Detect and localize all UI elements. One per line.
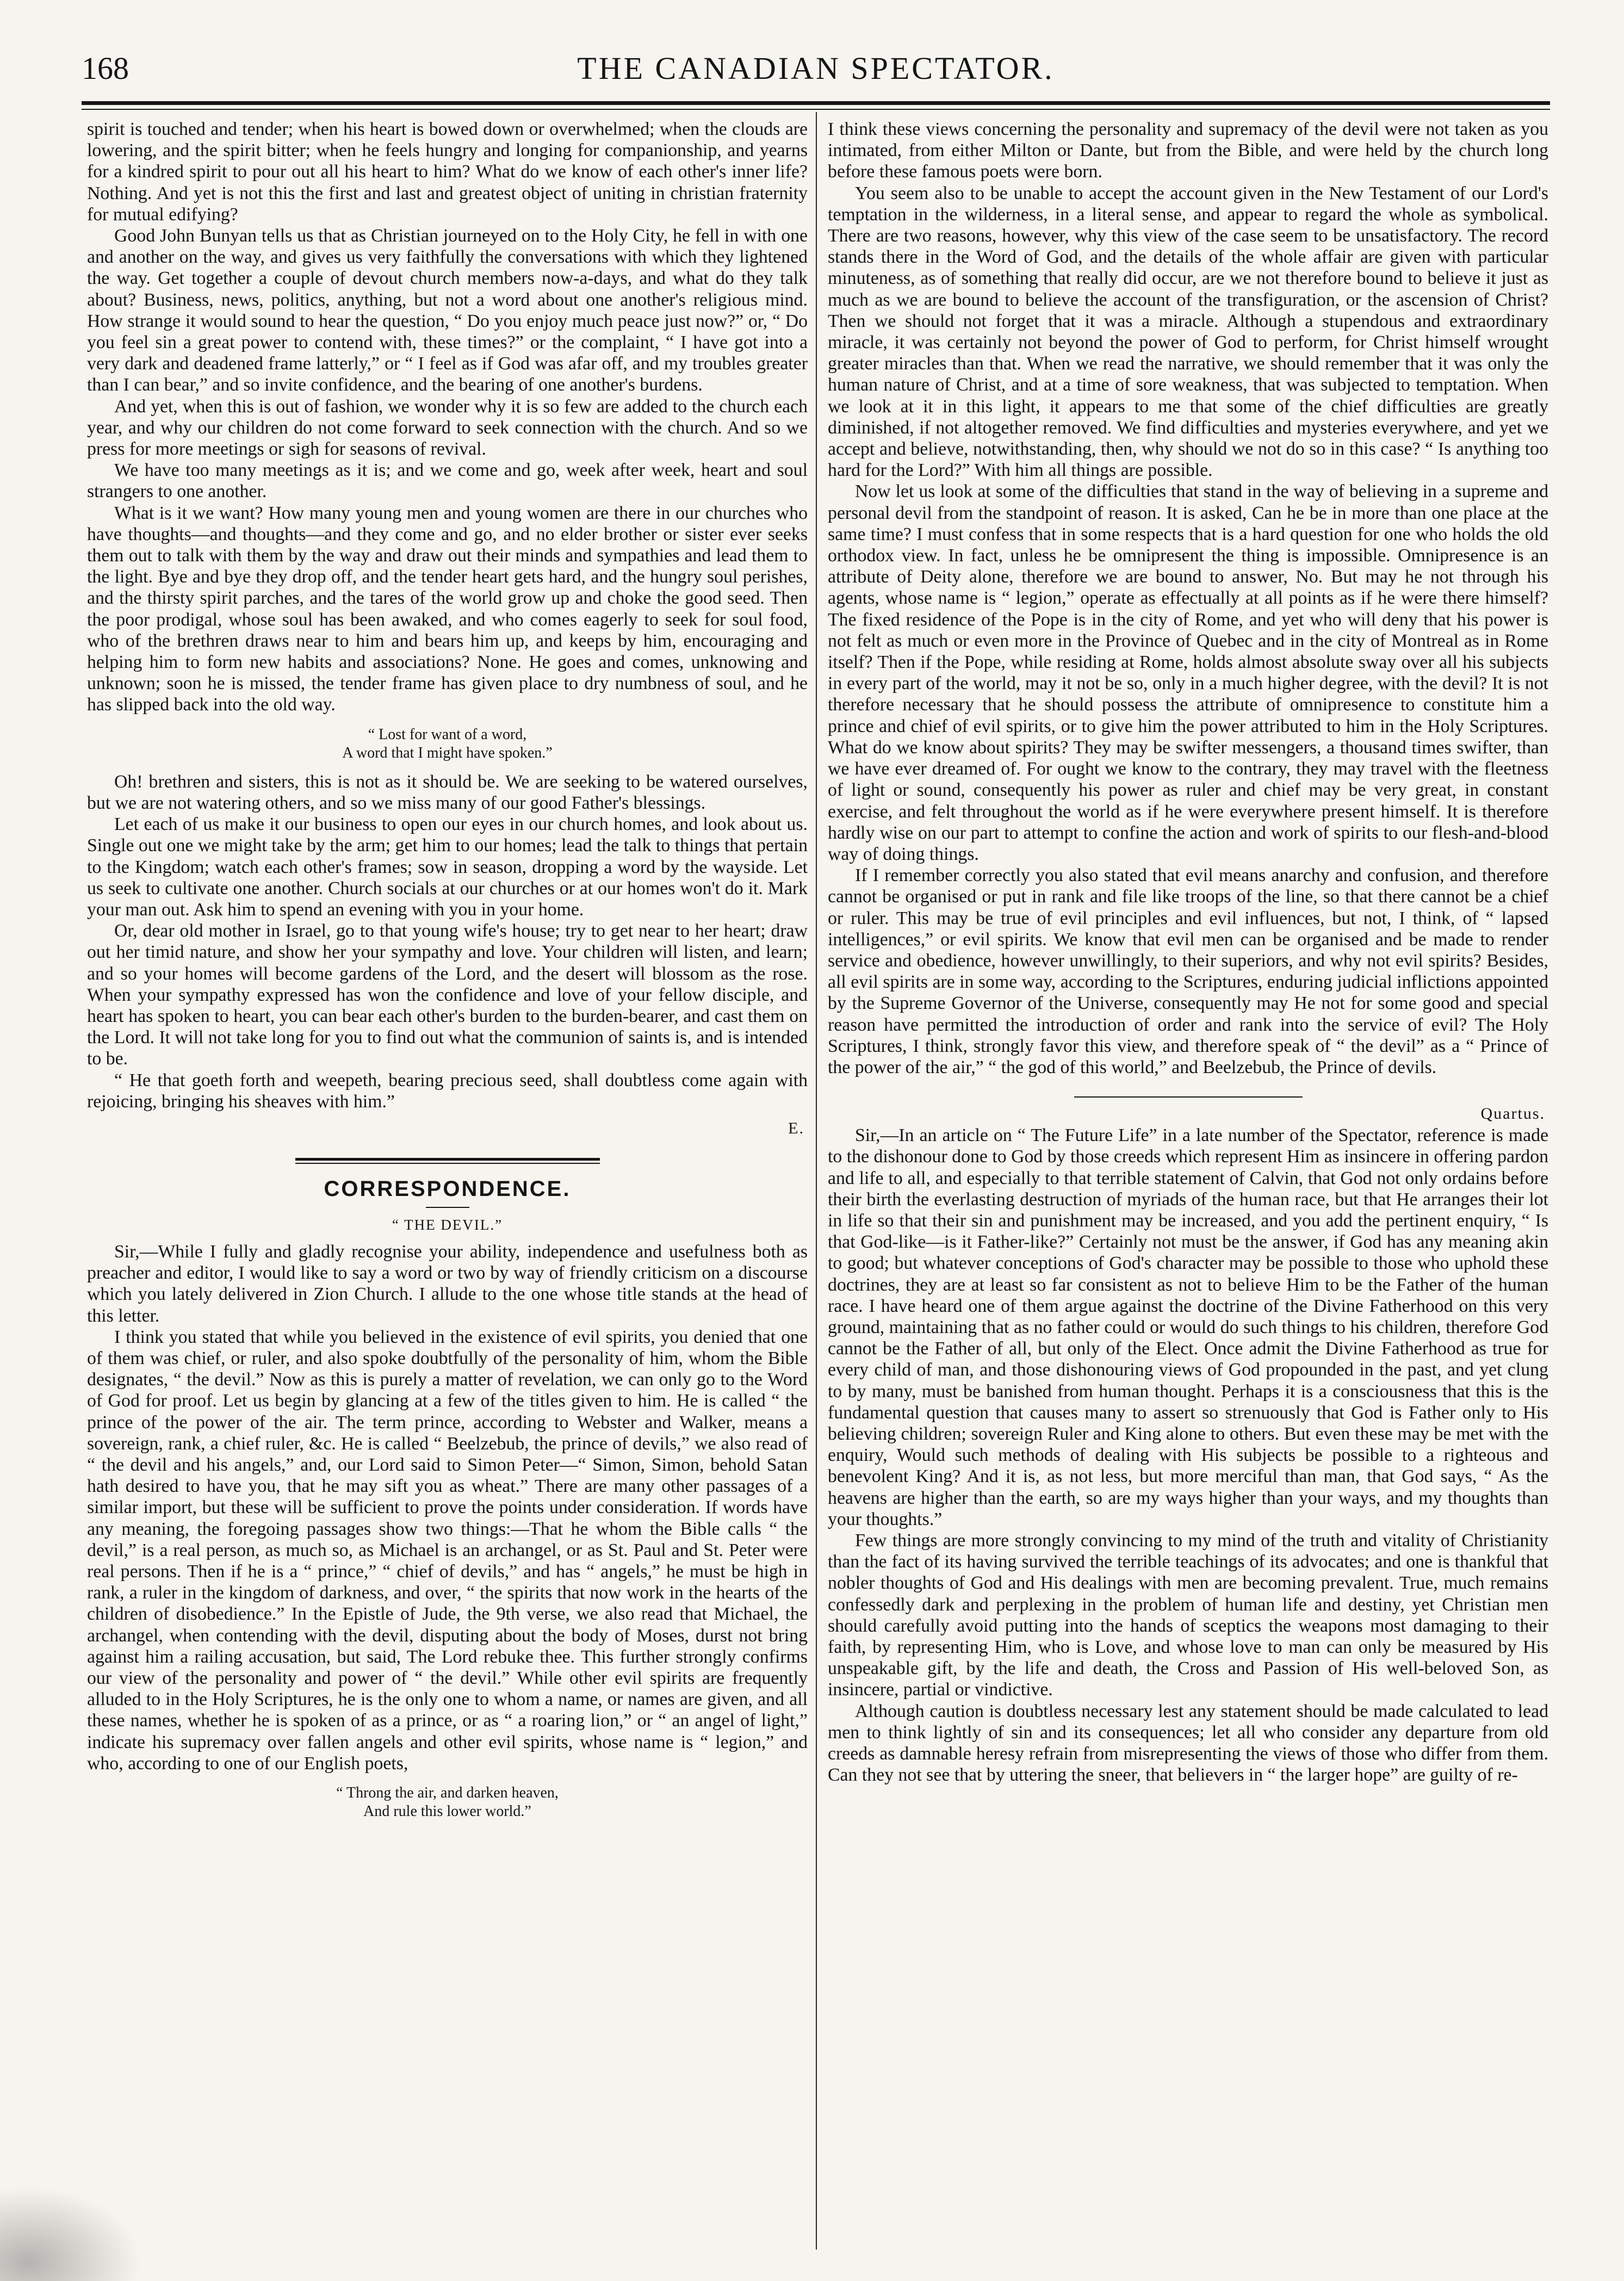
section-separator [295,1158,600,1164]
paragraph: Let each of us make it our business to open our eyes in our church homes, and look about us. Single out one we might take by the arm; get him to our homes; lead the talk to things that pertain to the Kingdom; watch each other's frames; sow in season, dropping a word by the wayside. Let us seek to cultivate one another. Church socials at our churches or at our homes won't do it. Mark your man out. Ask him to spend an evening with you in your home. [87,814,808,920]
paragraph: Sir,—In an article on “ The Future Life” in a late number of the Spectator, reference is made to the dishonour done to God by those creeds which represent Him as insincere in offering pardon and life to all, and especially to that terrible statement of Calvin, that God not only ordains before their birth the everlasting destruction of myriads of the human race, but that He arranges their lot in life so that their sin and punishment may be increased, and you add the pertinent enquiry, “ Is that God-like—is it Father-like?” Certainly not must be the answer, if God has any meaning akin to good; but whatever conceptions of God's character may be possible to those who uphold these doctrines, they are at least so far consistent as not to believe Him to be the Father of the human race. I have heard one of them argue against the doctrine of the Divine Fatherhood on this very ground, maintaining that as no father could or would do such things to his children, therefore God cannot be the Father of all, but only of the Elect. Once admit the Divine Fatherhood as true for every child of man, and those dishonouring views of God propounded in the past, and yet clung to by many, must be banished from human thought. Perhaps it is a consciousness that this is the fundamental question that causes many to assert so strenuously that God is Father only to His believing children; sovereign Ruler and King alone to others. But even these may be met with the enquiry, Would such methods of dealing with His subjects be possible to a righteous and benevolent King? And it is, as not less, but more merciful than man, that God says, “ As the heavens are higher than the earth, so are my ways higher than your ways, and my thoughts than your thoughts.” [828,1125,1548,1529]
paragraph: Or, dear old mother in Israel, go to that young wife's house; try to get near to her heart; draw out her timid nature, and show her your sympathy and love. Your children will listen, and learn; and so your homes will become gardens of the Lord, and the desert will blossom as the rose. When your sympathy expressed has won the confidence and love of your fellow disciple, and heart has spoken to heart, you can bear each other's burden to the burden-bearer, and cast them on the Lord. It will not take long for you to find out what the communion of saints is, and is intended to be. [87,921,808,1069]
verse-line: “ Throng the air, and darken heaven, [336,1784,559,1802]
verse-line: A word that I might have spoken.” [342,744,553,761]
verse-line: “ Lost for want of a word, [368,726,527,743]
verse-quote [87,726,808,763]
article-signature: E. [788,1119,804,1137]
paragraph: “ He that goeth forth and weepeth, bearing precious seed, shall doubtless come again with rejoicing, bringing his sheaves with him.” [87,1070,808,1112]
right-column [828,119,1548,2242]
paragraph: Oh! brethren and sisters, this is not as it should be. We are seeking to be watered ourselves, but we are not watering others, and so we miss many of our good Father's blessings. [87,771,808,813]
paragraph: I think these views concerning the personality and supremacy of the devil were not taken as you intimated, from either Milton or Dante, but from the Bible, and were held by the church long before these famous poets were born. [828,119,1548,182]
verse-quote [87,1784,808,1821]
heading-rule [426,1207,469,1208]
paragraph: You seem also to be unable to accept the account given in the New Testament of our Lord's temptation in the wilderness, in a literal sense, and appear to regard the whole as symbolical. There are two reasons, however, why this view of the case seem to be unsatisfactory. The record stands there in the Word of God, and the details of the whole affair are given with particular minuteness, as of something that really did occur, are we not therefore bound to believe it just as much as we are bound to believe the account of the transfiguration, or the ascension of Christ? Then we should not forget that it was a miracle. Although a stupendous and extraordinary miracle, it was certainly not beyond the power of God to perform, for Christ himself wrought greater miracles than that. When we read the narrative, we should remember that it was only the human nature of Christ, and at a time of sore weakness, that was subjected to temptation. When we look at it in this light, it appears to me that some of the chief difficulties are greatly diminished, if not altogether removed. We find difficulties and mysteries everywhere, and yet we accept and believe, notwithstanding, then, why should we not do so in this case? “ Is anything too hard for the Lord?” With him all things are possible. [828,183,1548,481]
section-heading: CORRESPONDENCE. [324,1176,571,1201]
header-rule-thick [82,101,1550,105]
paragraph: Good John Bunyan tells us that as Christian journeyed on to the Holy City, he fell in with one and another on the way, and gives us very faithfully the conversations with which they lightened the way. Get together a couple of devout church members now-a-days, and what do they talk about? Business, news, politics, anything, but not a word about one another's religious mind. How strange it would sound to hear the question, “ Do you enjoy much peace just now?” or, “ Do you feel sin a great power to contend with, these times?” or the complaint, “ I have got into a very dark and deadened frame latterly,” or “ I feel as if God was afar off, and my troubles greater than I can bear,” and so invite confidence, and the bearing of one another's burdens. [87,226,808,395]
page-header [82,50,1550,99]
letter-title: “ THE DEVIL.” [392,1216,503,1233]
scan-smudge [0,2186,141,2281]
paragraph: We have too many meetings as it is; and we come and go, week after week, heart and soul strangers to one another. [87,460,808,502]
masthead-title: THE CANADIAN SPECTATOR. [577,51,1055,86]
paragraph: I think you stated that while you believed in the existence of evil spirits, you denied that one of them was chief, or ruler, and also spoke doubtfully of the personality of him, whom the Bible designates, “ the devil.” Now as this is purely a matter of revelation, we can only go to the Word of God for proof. Let us begin by glancing at a few of the titles given to him. He is called “ the prince of the power of the air. The term prince, according to Webster and Walker, means a sovereign, rank, a chief ruler, &c. He is called “ Beelzebub, the prince of devils,” we also read of “ the devil and his angels,” and, our Lord said to Simon Peter—“ Simon, Simon, behold Satan hath desired to have you, that he may sift you as wheat.” There are many other passages of a similar import, but these will be sufficient to prove the points under consideration. If words have any meaning, the foregoing passages show two things:—That he whom the Bible calls “ the devil,” is a real person, as much so, as Michael is an archangel, or as St. Paul and St. Peter were real persons. Then if he is a “ prince,” “ chief of devils,” and has “ angels,” he must be high in rank, a ruler in the kingdom of darkness, and over, “ the spirits that now work in the hearts of the children of disobedience.” In the Epistle of Jude, the 9th verse, we also read that Michael, the archangel, when contending with the devil, disputing about the body of Moses, durst not bring against him a railing accusation, but said, The Lord rebuke thee. This further strongly confirms our view of the personality and power of “ the devil.” While other evil spirits are frequently alluded to in the Holy Scriptures, he is the only one to whom a name, or names are given, and all these names, whether he is spoken of as a prince, or as “ a roaring lion,” or “ an angel of light,” indicate his supremacy over fallen angels and other evil spirits, whose name is “ legion,” and who, according to one of our English poets, [87,1327,808,1774]
paragraph: spirit is touched and tender; when his heart is bowed down or overwhelmed; when the clouds are lowering, and the spirit bitter; when he feels hungry and longing for companionship, and yearns for a kindred spirit to pour out all his heart to him? What do we know of each other's inner life? Nothing. And yet is not this the first and last and greatest object of uniting in christian fraternity for mutual edifying? [87,119,808,225]
letter-separator [1074,1096,1303,1098]
header-rule-thin [82,109,1550,110]
paragraph: If I remember correctly you also stated that evil means anarchy and confusion, and therefore cannot be organised or put in rank and file like troops of the line, so that there cannot be a chief or ruler. This may be true of evil principles and evil influences, but not, I think, of “ lapsed intelligences,” or evil spirits. We know that evil men can be organised and be made to render service and obedience, however unwillingly, to their superiors, and why not evil spirits? Besides, all evil spirits are in some way, according to the Scriptures, enduring judicial inflictions appointed by the Supreme Governor of the Universe, consequently may He not for some good and special reason have permitted the introduction of order and rank into the service of evil? The Holy Scriptures, I think, strongly favor this view, and therefore speak of “ the devil” as a “ Prince of the power of the air,” “ the god of this world,” and Beelzebub, the Prince of devils. [828,865,1548,1077]
left-column [87,119,808,2242]
page-number: 168 [82,51,129,86]
verse-line: And rule this lower world.” [363,1803,531,1820]
paragraph: Although caution is doubtless necessary lest any statement should be made calculated to lead men to think lightly of sin and its consequences; let all who consider any departure from old creeds as damnable heresy refrain from misrepresenting the views of those who differ from them. Can they not see that by uttering the sneer, that believers in “ the larger hope” are guilty of re- [828,1701,1548,1786]
paragraph: What is it we want? How many young men and young women are there in our churches who have thoughts—and thoughts—and they come and go, and no elder brother or sister ever seeks them out to talk with them by the way and draw out their minds and sympathies and lead them to the light. Bye and bye they drop off, and the tender heart gets hard, and the hungry soul perishes, and the thirsty spirit parches, and the tares of the world grow up and choke the good seed. Then the poor prodigal, whose soul has been awaked, and who comes eagerly to seek for soul food, who of the brethren draws near to him and bears him up, and keeps by him, encouraging and helping him to form new habits and associations? None. He goes and comes, unknowing and unknown; soon he is missed, the tender frame has given place to dry numbness of soul, and he has slipped back into the old way. [87,503,808,715]
paragraph: Sir,—While I fully and gladly recognise your ability, independence and usefulness both as preacher and editor, I would like to say a word or two by way of friendly criticism on a discourse which you lately delivered in Zion Church. I allude to the one whose title stands at the head of this letter. [87,1241,808,1326]
paragraph: Now let us look at some of the difficulties that stand in the way of believing in a supreme and personal devil from the standpoint of reason. It is asked, Can he be in more than one place at the same time? I must confess that in some respects that is a hard question for one who holds the old orthodox view. In fact, unless he be omnipresent the thing is impossible. Omnipresence is an attribute of Deity alone, therefore we are bound to answer, No. But may he not through his agents, whose name is “ legion,” operate as effectually at all points as if he were there himself? The fixed residence of the Pope is in the city of Rome, and yet who will deny that his power is not felt as much or even more in the Province of Quebec and in the city of Montreal as in Rome itself? Then if the Pope, while residing at Rome, holds almost absolute sway over all his subjects in every part of the world, may it not be so, only in a much higher degree, with the devil? It is not therefore necessary that he should possess the attribute of omnipresence to constitute him a prince and chief of evil spirits, or to give him the power attributed to him in the Holy Scriptures. What do we know about spirits? They may be swifter messengers, a thousand times swifter, than we have ever dreamed of. For ought we know to the contrary, they may travel with the fleetness of light or sound, consequently his power as ruler and chief may be very great, in constant exercise, and felt throughout the world as if he were everywhere present himself. It is therefore hardly wise on our part to attempt to confine the action and work of spirits to our flesh-and-blood way of doing things. [828,481,1548,864]
paragraph: Few things are more strongly convincing to my mind of the truth and vitality of Christianity than the fact of its having survived the terrible teachings of its advocates; and one is thankful that nobler thoughts of God and His dealings with men are becoming prevalent. True, much remains confessedly dark and perplexing in the problem of human life and destiny, yet Christian men should carefully avoid putting into the hands of sceptics the weapons most damaging to their faith, by representing Him, who is Love, and whose love to man can only be measured by His unspeakable gift, by the life and death, the Cross and Passion of His well-beloved Son, as insincere, partial or vindictive. [828,1530,1548,1700]
paragraph: And yet, when this is out of fashion, we wonder why it is so few are added to the church each year, and why our children do not come forward to seek connection with the church. And so we press for more meetings or sigh for seasons of revival. [87,396,808,460]
letter-signature: Quartus. [1480,1105,1545,1123]
column-divider [816,112,817,2249]
